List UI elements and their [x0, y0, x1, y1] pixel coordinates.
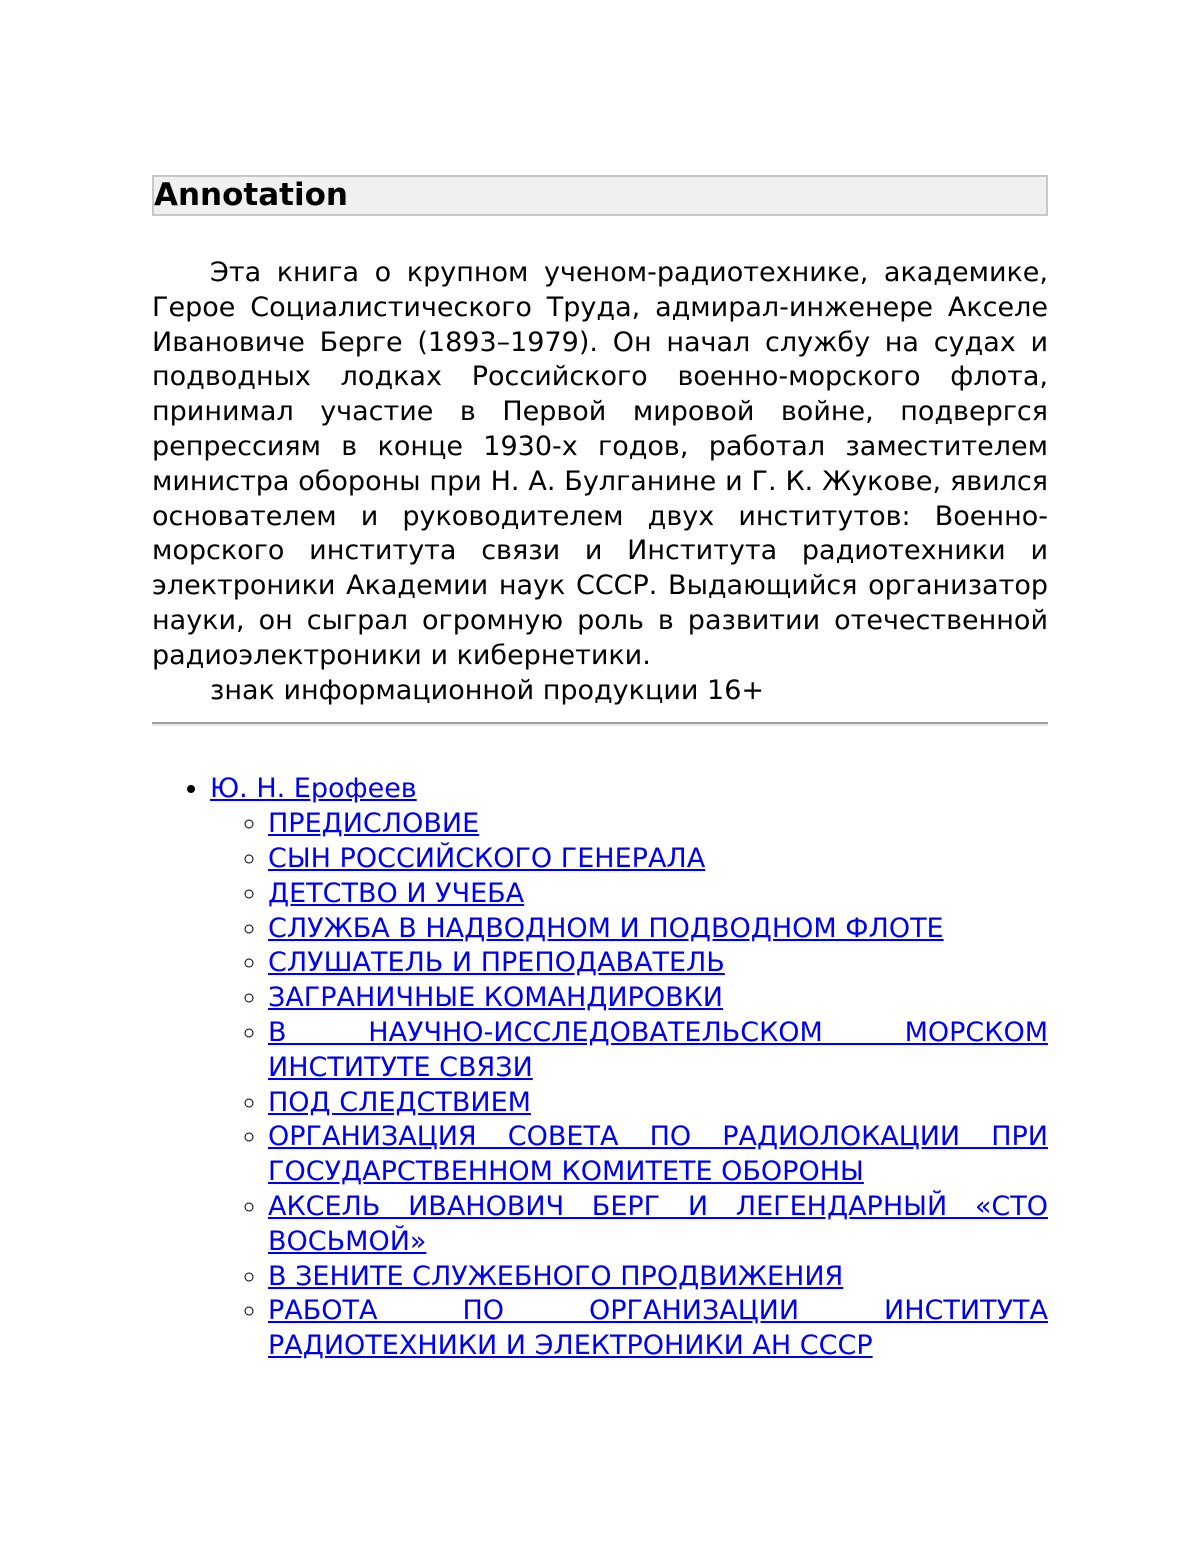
toc-chapter-item — [268, 1260, 1048, 1295]
section-divider — [152, 722, 1048, 726]
toc-author-item — [210, 772, 1048, 1364]
toc-author-link[interactable]: Ю. Н. Ерофеев — [210, 773, 417, 805]
toc-chapter-link-childhood[interactable]: ДЕТСТВО И УЧЕБА — [268, 877, 525, 909]
age-rating-mark: знак информационной продукции 16+ — [210, 674, 765, 706]
toc-chapter-link-radar-council[interactable]: ОРГАНИЗАЦИЯ СОВЕТА ПО РАДИОЛОКАЦИИ ПРИ ГОСУДАРСТВЕННОМ КОМИТЕТЕ ОБОРОНЫ — [268, 1121, 1048, 1188]
toc-chapter-link-hundred-eighth[interactable]: АКСЕЛЬ ИВАНОВИЧ БЕРГ И ЛЕГЕНДАРНЫЙ «СТО ВОСЬМОЙ» — [268, 1190, 1048, 1257]
toc-chapter-item — [268, 1086, 1048, 1121]
document-page — [152, 175, 1048, 1364]
toc-chapter-item — [268, 981, 1048, 1016]
toc-chapter-item — [268, 1120, 1048, 1190]
toc-chapter-item — [268, 807, 1048, 842]
toc-chapter-item — [268, 1016, 1048, 1086]
toc-chapter-link-institute-organization[interactable]: РАБОТА ПО ОРГАНИЗАЦИИ ИНСТИТУТА РАДИОТЕХНИКИ И ЭЛЕКТРОНИКИ АН СССР — [268, 1295, 1048, 1362]
toc-chapter-link-preface[interactable]: ПРЕДИСЛОВИЕ — [268, 808, 480, 840]
toc-chapter-item — [268, 1294, 1048, 1364]
annotation-body — [152, 256, 1048, 708]
toc-chapter-item — [268, 842, 1048, 877]
annotation-paragraph: Эта книга о крупном ученом-радиотехнике, академике, Герое Социалистического Труда, адмирал-инженере Акселе Ивановиче Берге (1893–1979). Он начал службу на судах и подводных лодках Российского военно-морского флота, принимал участие в Первой мировой войне, подвергся репрессиям в конце 1930-х годов, работал заместителем министра обороны при Н. А. Булганине и Г. К. Жукове, явился основателем и руководителем двух институтов: Военно-морского института связи и Института радиотехники и электроники Академии наук СССР. Выдающийся организатор науки, он сыграл огромную роль в развитии отечественной радиоэлектроники и кибернетики. — [152, 257, 1048, 671]
annotation-heading: Annotation — [152, 175, 1048, 216]
toc-chapter-list — [210, 807, 1048, 1364]
toc-chapter-link-student-teacher[interactable]: СЛУШАТЕЛЬ И ПРЕПОДАВАТЕЛЬ — [268, 947, 725, 979]
table-of-contents — [152, 772, 1048, 1364]
toc-chapter-item — [268, 912, 1048, 947]
toc-chapter-link-fleet-service[interactable]: СЛУЖБА В НАДВОДНОМ И ПОДВОДНОМ ФЛОТЕ — [268, 912, 944, 944]
toc-chapter-link-career-zenith[interactable]: В ЗЕНИТЕ СЛУЖЕБНОГО ПРОДВИЖЕНИЯ — [268, 1260, 844, 1292]
toc-chapter-link-investigation[interactable]: ПОД СЛЕДСТВИЕМ — [268, 1086, 531, 1118]
toc-chapter-link-research-institute[interactable]: В НАУЧНО-ИССЛЕДОВАТЕЛЬСКОМ МОРСКОМ ИНСТИТУТЕ СВЯЗИ — [268, 1016, 1048, 1083]
toc-chapter-item — [268, 1190, 1048, 1260]
toc-chapter-item — [268, 877, 1048, 912]
toc-chapter-link-foreign-trips[interactable]: ЗАГРАНИЧНЫЕ КОМАНДИРОВКИ — [268, 982, 723, 1014]
toc-chapter-link-general-son[interactable]: СЫН РОССИЙСКОГО ГЕНЕРАЛА — [268, 842, 706, 874]
toc-chapter-item — [268, 946, 1048, 981]
